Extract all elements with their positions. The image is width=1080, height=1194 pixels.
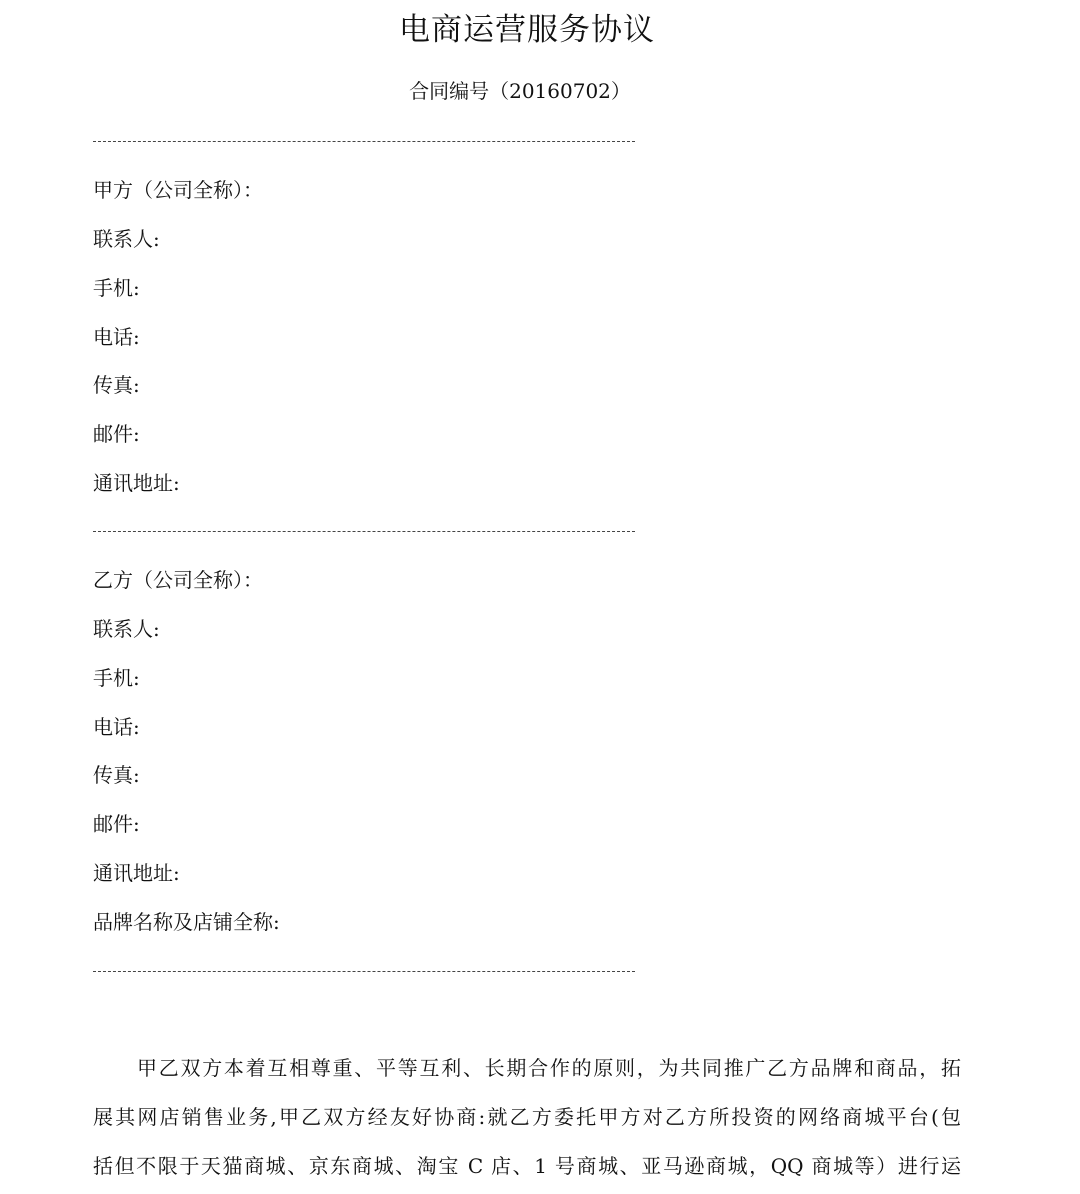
party-b-heading: 乙方（公司全称）： — [93, 568, 263, 592]
paragraph-line: 展其网店销售业务,甲乙双方经友好协商:就乙方委托甲方对乙方所投资的网络商城平台(包 — [93, 1105, 961, 1129]
party-a-email-label: 邮件: — [93, 422, 140, 446]
party-b-address-label: 通讯地址: — [93, 861, 180, 885]
party-b-phone-label: 电话: — [93, 715, 140, 739]
party-b-brand-store-label: 品牌名称及店铺全称: — [93, 910, 280, 934]
party-a-heading: 甲方（公司全称）： — [93, 178, 263, 202]
party-b-email-label: 邮件: — [93, 812, 140, 836]
paragraph-line: 甲乙双方本着互相尊重、平等互利、长期合作的原则，为共同推广乙方品牌和商品，拓 — [137, 1056, 961, 1080]
party-a-phone-label: 电话: — [93, 325, 140, 349]
document-title: 电商运营服务协议 — [399, 12, 655, 48]
party-a-contact-label: 联系人: — [93, 227, 160, 251]
divider — [93, 141, 635, 142]
party-b-contact-label: 联系人: — [93, 617, 160, 641]
divider — [93, 971, 635, 972]
contract-number: 合同编号（20160702） — [409, 79, 631, 103]
party-b-fax-label: 传真: — [93, 763, 140, 787]
paragraph-line: 括但不限于天猫商城、京东商城、淘宝 C 店、1 号商城、亚马逊商城，QQ 商城等）进行运 — [93, 1154, 961, 1178]
party-b-mobile-label: 手机: — [93, 666, 140, 690]
party-a-address-label: 通讯地址: — [93, 471, 180, 495]
divider — [93, 531, 635, 532]
party-a-fax-label: 传真: — [93, 373, 140, 397]
party-a-mobile-label: 手机: — [93, 276, 140, 300]
